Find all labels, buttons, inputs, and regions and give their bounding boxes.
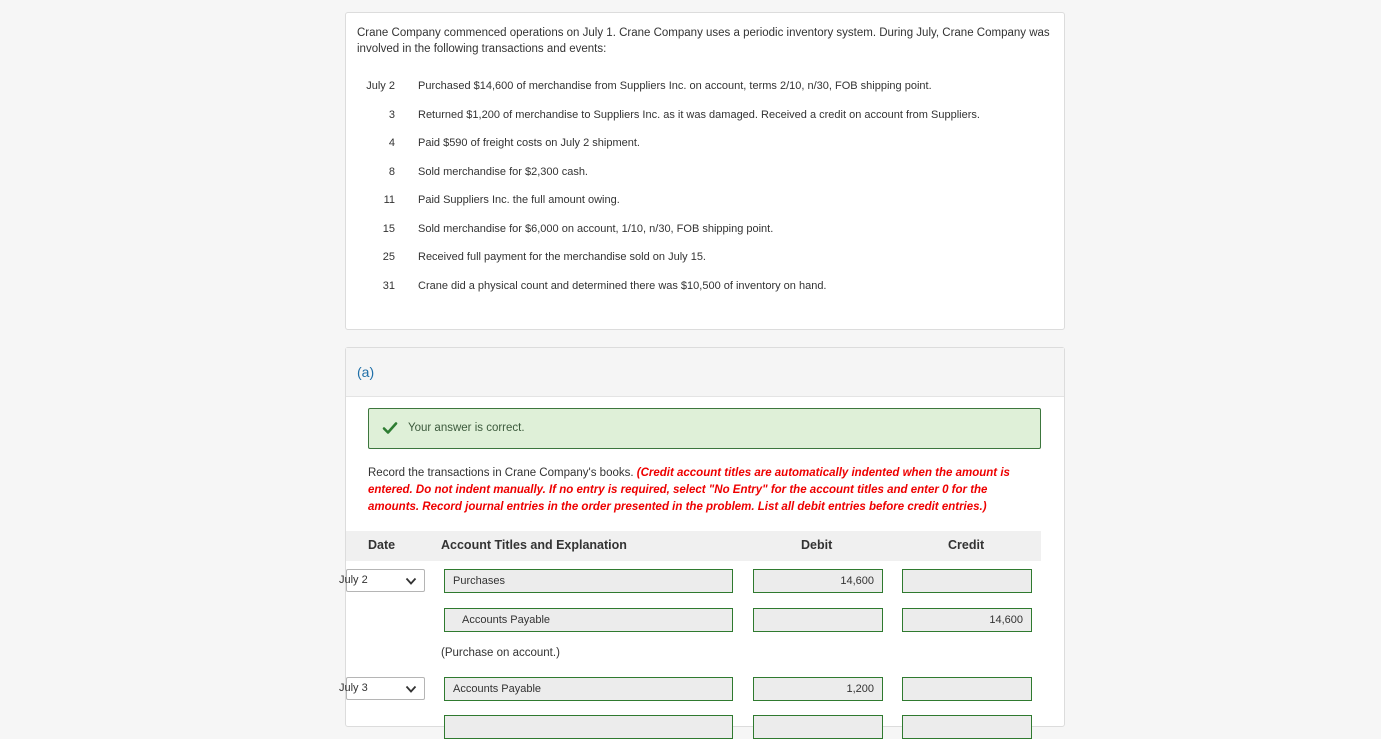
journal-table-header [346,531,1041,561]
problem-intro: Crane Company commenced operations on July 1. Crane Company uses a periodic inventory system. During July, Crane Company was involved in the following transactions and events: [357,27,1050,55]
credit-input[interactable] [902,715,1032,739]
transaction-date: 15 [382,223,395,235]
transaction-description: Sold merchandise for $2,300 cash. [418,166,588,178]
date-select-value: July 2 [339,574,368,586]
transaction-description: Returned $1,200 of merchandise to Suppliers Inc. as it was damaged. Received a credit on account from Suppliers. [418,109,980,121]
credit-input[interactable]: 14,600 [902,608,1032,632]
credit-input[interactable] [902,677,1032,701]
debit-input[interactable] [753,715,883,739]
transaction-date: 25 [382,251,395,263]
entry-explanation: (Purchase on account.) [441,647,560,659]
debit-input[interactable] [753,608,883,632]
transaction-description: Received full payment for the merchandise sold on July 15. [418,251,706,263]
transaction-description: Sold merchandise for $6,000 on account, 1/10, n/30, FOB shipping point. [418,223,774,235]
account-title-input[interactable] [444,715,733,739]
problem-card [345,12,1065,330]
header-date: Date [368,538,396,552]
transaction-description: Crane did a physical count and determined there was $10,500 of inventory on hand. [418,280,827,292]
account-title-input[interactable]: Accounts Payable [444,677,733,701]
date-select-value: July 3 [339,682,368,694]
part-a-card [339,347,1065,727]
date-select[interactable] [339,677,425,700]
checkmark-icon [382,420,398,436]
transaction-description: Paid Suppliers Inc. the full amount owing. [418,194,620,206]
transaction-date: 3 [388,109,395,121]
feedback-text: Your answer is correct. [408,422,525,434]
debit-input[interactable]: 1,200 [753,677,883,701]
header-account: Account Titles and Explanation [441,538,627,552]
date-select[interactable] [339,569,425,592]
header-debit: Debit [801,538,833,552]
credit-input[interactable] [902,569,1032,593]
transaction-date: 31 [382,280,395,292]
answer-feedback [368,408,1041,449]
instructions-note: (Credit account titles are automatically indented when the amount is entered. Do not indent manually. If no entry is required, select "No Entry" for the account titles and enter 0 for the amounts. Record journal entries in the order presented in the problem. List all debit entries before credit entries.) [368,467,1010,513]
transaction-description: Purchased $14,600 of merchandise from Suppliers Inc. on account, terms 2/10, n/30, FOB shipping point. [418,80,932,92]
debit-input[interactable]: 14,600 [753,569,883,593]
instructions-plain: Record the transactions in Crane Company's books. [368,467,637,479]
transaction-date: 4 [388,137,395,149]
account-title-input[interactable]: Accounts Payable [444,608,733,632]
instructions [368,465,1040,516]
transaction-date: 11 [383,194,395,206]
transaction-description: Paid $590 of freight costs on July 2 shipment. [418,137,640,149]
transaction-date: July 2 [366,80,395,92]
part-label: (a) [357,364,375,380]
chevron-down-icon [405,684,417,694]
header-credit: Credit [948,538,985,552]
transaction-date: 8 [388,166,395,178]
part-header [346,348,1064,397]
account-title-input[interactable]: Purchases [444,569,733,593]
chevron-down-icon [405,576,417,586]
